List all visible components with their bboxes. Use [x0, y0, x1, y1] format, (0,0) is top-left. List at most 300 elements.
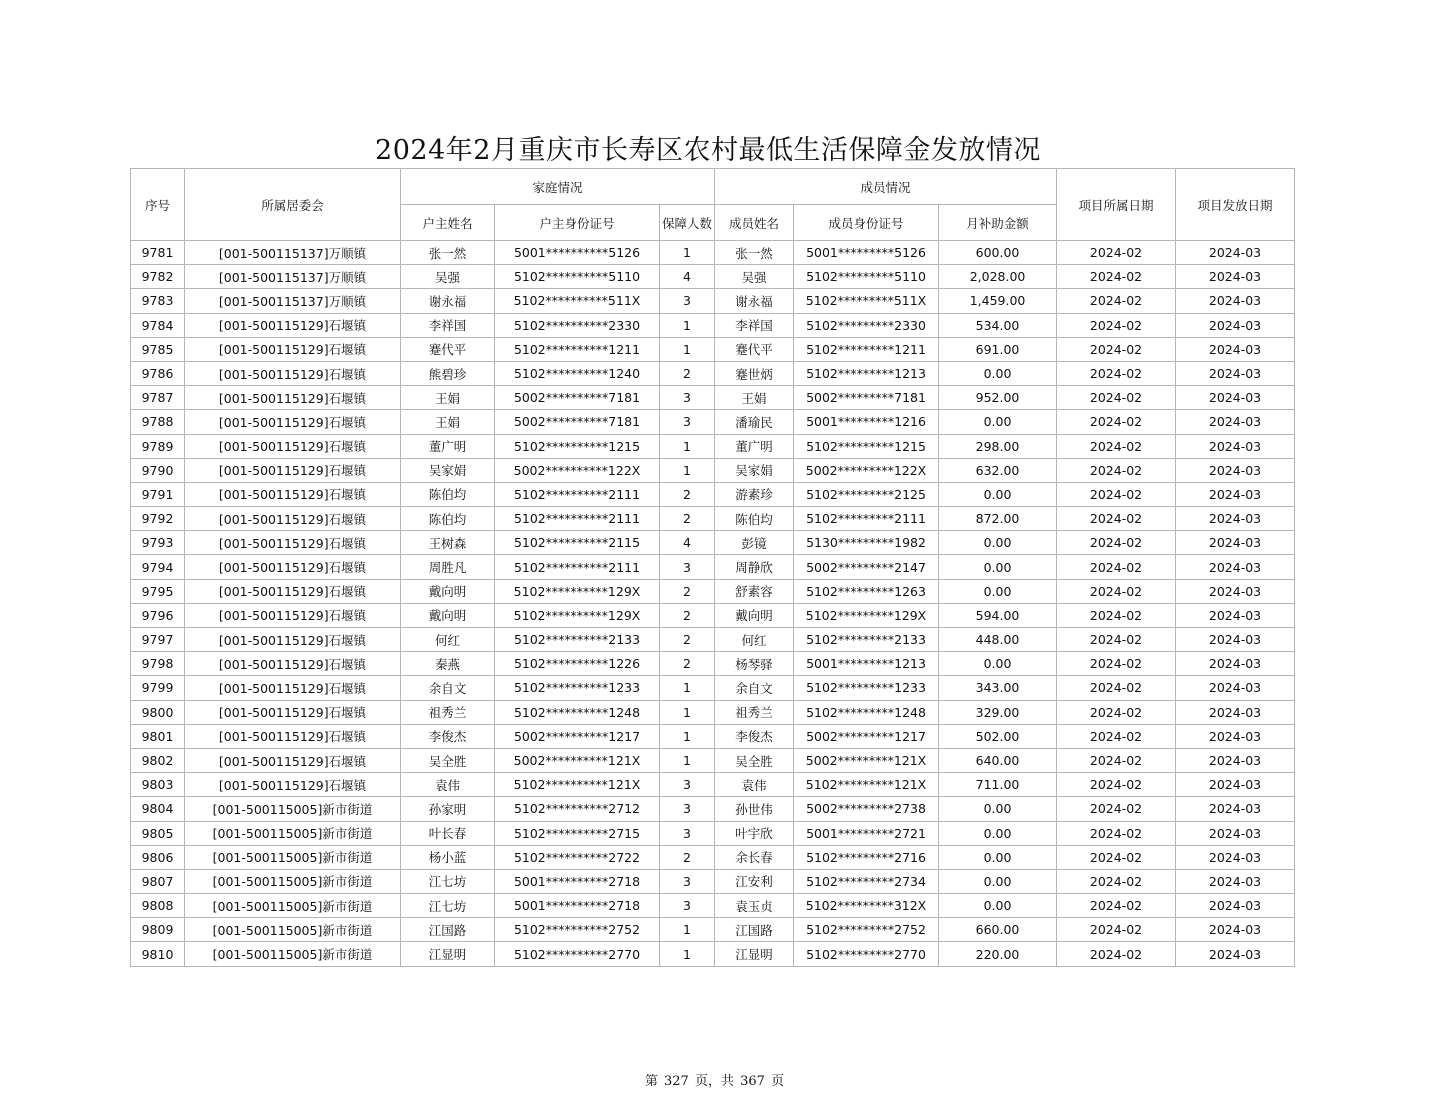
- table-row: [131, 531, 1295, 555]
- cell-committee: [001-500115129]石堰镇: [185, 386, 401, 410]
- cell-project-date: 2024-02: [1057, 265, 1176, 289]
- cell-head-name: 熊碧珍: [401, 361, 495, 385]
- cell-seq: 9782: [131, 265, 185, 289]
- cell-project-date: 2024-02: [1057, 700, 1176, 724]
- header-count: 保障人数: [660, 205, 715, 241]
- cell-issue-date: 2024-03: [1176, 434, 1295, 458]
- cell-issue-date: 2024-03: [1176, 845, 1295, 869]
- cell-amount: 600.00: [939, 241, 1057, 265]
- cell-seq: 9810: [131, 942, 185, 966]
- header-amount: 月补助金额: [939, 205, 1057, 241]
- cell-amount: 0.00: [939, 845, 1057, 869]
- table-row: [131, 869, 1295, 893]
- cell-seq: 9802: [131, 748, 185, 772]
- cell-committee: [001-500115129]石堰镇: [185, 773, 401, 797]
- cell-member-id: 5102*********2133: [794, 628, 939, 652]
- cell-count: 4: [660, 265, 715, 289]
- table-row: [131, 724, 1295, 748]
- cell-amount: 872.00: [939, 507, 1057, 531]
- header-project-date: 项目所属日期: [1057, 169, 1176, 241]
- cell-member-name: 陈伯均: [715, 507, 794, 531]
- cell-head-name: 戴向明: [401, 579, 495, 603]
- cell-member-name: 谢永福: [715, 289, 794, 313]
- cell-committee: [001-500115129]石堰镇: [185, 531, 401, 555]
- cell-head-name: 王娟: [401, 386, 495, 410]
- table-row: [131, 361, 1295, 385]
- cell-member-name: 余自文: [715, 676, 794, 700]
- cell-seq: 9790: [131, 458, 185, 482]
- cell-issue-date: 2024-03: [1176, 482, 1295, 506]
- cell-seq: 9783: [131, 289, 185, 313]
- cell-seq: 9781: [131, 241, 185, 265]
- cell-project-date: 2024-02: [1057, 289, 1176, 313]
- cell-member-id: 5102*********1233: [794, 676, 939, 700]
- cell-issue-date: 2024-03: [1176, 603, 1295, 627]
- cell-member-id: 5102*********1213: [794, 361, 939, 385]
- cell-count: 2: [660, 507, 715, 531]
- cell-head-name: 祖秀兰: [401, 700, 495, 724]
- cell-amount: 0.00: [939, 579, 1057, 603]
- cell-count: 2: [660, 652, 715, 676]
- cell-amount: 2,028.00: [939, 265, 1057, 289]
- cell-amount: 534.00: [939, 313, 1057, 337]
- cell-count: 1: [660, 241, 715, 265]
- cell-member-id: 5002*********2147: [794, 555, 939, 579]
- cell-member-name: 潘瑜民: [715, 410, 794, 434]
- table-row: [131, 676, 1295, 700]
- cell-count: 3: [660, 821, 715, 845]
- cell-head-name: 余自文: [401, 676, 495, 700]
- cell-issue-date: 2024-03: [1176, 313, 1295, 337]
- cell-member-name: 江显明: [715, 942, 794, 966]
- header-issue-date: 项目发放日期: [1176, 169, 1295, 241]
- cell-head-id: 5102**********2712: [495, 797, 660, 821]
- header-member-name: 成员姓名: [715, 205, 794, 241]
- cell-head-name: 吴强: [401, 265, 495, 289]
- cell-amount: 0.00: [939, 894, 1057, 918]
- cell-project-date: 2024-02: [1057, 579, 1176, 603]
- cell-member-id: 5102*********2125: [794, 482, 939, 506]
- cell-seq: 9792: [131, 507, 185, 531]
- cell-issue-date: 2024-03: [1176, 289, 1295, 313]
- cell-head-id: 5102**********1211: [495, 337, 660, 361]
- cell-seq: 9808: [131, 894, 185, 918]
- cell-amount: 502.00: [939, 724, 1057, 748]
- cell-project-date: 2024-02: [1057, 628, 1176, 652]
- cell-count: 1: [660, 434, 715, 458]
- cell-amount: 343.00: [939, 676, 1057, 700]
- cell-count: 3: [660, 869, 715, 893]
- table-body: [131, 241, 1295, 967]
- cell-project-date: 2024-02: [1057, 821, 1176, 845]
- cell-seq: 9793: [131, 531, 185, 555]
- cell-issue-date: 2024-03: [1176, 337, 1295, 361]
- table-row: [131, 773, 1295, 797]
- cell-member-name: 何红: [715, 628, 794, 652]
- cell-head-id: 5001**********5126: [495, 241, 660, 265]
- footer-middle: 页，共: [694, 1074, 734, 1089]
- table-row: [131, 700, 1295, 724]
- cell-seq: 9800: [131, 700, 185, 724]
- cell-count: 4: [660, 531, 715, 555]
- cell-member-id: 5102*********2734: [794, 869, 939, 893]
- cell-head-id: 5102**********1215: [495, 434, 660, 458]
- cell-count: 1: [660, 700, 715, 724]
- cell-issue-date: 2024-03: [1176, 555, 1295, 579]
- cell-head-name: 江七坊: [401, 894, 495, 918]
- cell-amount: 640.00: [939, 748, 1057, 772]
- cell-amount: 448.00: [939, 628, 1057, 652]
- cell-member-name: 江安利: [715, 869, 794, 893]
- cell-count: 1: [660, 458, 715, 482]
- table-row: [131, 797, 1295, 821]
- cell-issue-date: 2024-03: [1176, 507, 1295, 531]
- cell-member-id: 5102*********121X: [794, 773, 939, 797]
- cell-head-name: 江七坊: [401, 869, 495, 893]
- cell-project-date: 2024-02: [1057, 531, 1176, 555]
- cell-member-name: 杨琴驿: [715, 652, 794, 676]
- cell-head-name: 周胜凡: [401, 555, 495, 579]
- cell-seq: 9807: [131, 869, 185, 893]
- cell-member-name: 舒素容: [715, 579, 794, 603]
- cell-project-date: 2024-02: [1057, 507, 1176, 531]
- cell-seq: 9801: [131, 724, 185, 748]
- cell-head-id: 5102**********129X: [495, 579, 660, 603]
- cell-seq: 9799: [131, 676, 185, 700]
- cell-project-date: 2024-02: [1057, 652, 1176, 676]
- cell-issue-date: 2024-03: [1176, 869, 1295, 893]
- cell-head-name: 叶长春: [401, 821, 495, 845]
- cell-head-name: 李祥国: [401, 313, 495, 337]
- allowance-table: [130, 168, 1295, 967]
- cell-member-name: 李俊杰: [715, 724, 794, 748]
- footer-page-number: 327: [664, 1074, 689, 1089]
- cell-issue-date: 2024-03: [1176, 724, 1295, 748]
- cell-amount: 952.00: [939, 386, 1057, 410]
- cell-member-id: 5102*********1211: [794, 337, 939, 361]
- cell-project-date: 2024-02: [1057, 241, 1176, 265]
- cell-member-id: 5102*********1248: [794, 700, 939, 724]
- cell-issue-date: 2024-03: [1176, 676, 1295, 700]
- cell-seq: 9796: [131, 603, 185, 627]
- cell-head-id: 5102**********1226: [495, 652, 660, 676]
- cell-member-id: 5130*********1982: [794, 531, 939, 555]
- cell-issue-date: 2024-03: [1176, 942, 1295, 966]
- cell-seq: 9784: [131, 313, 185, 337]
- table-row: [131, 845, 1295, 869]
- cell-project-date: 2024-02: [1057, 313, 1176, 337]
- cell-committee: [001-500115129]石堰镇: [185, 676, 401, 700]
- cell-count: 1: [660, 313, 715, 337]
- cell-head-id: 5102**********1248: [495, 700, 660, 724]
- cell-head-name: 袁伟: [401, 773, 495, 797]
- cell-committee: [001-500115005]新市街道: [185, 894, 401, 918]
- cell-member-id: 5002*********1217: [794, 724, 939, 748]
- cell-member-name: 吴全胜: [715, 748, 794, 772]
- table-row: [131, 265, 1295, 289]
- table-row: [131, 894, 1295, 918]
- cell-head-id: 5102**********1233: [495, 676, 660, 700]
- cell-amount: 0.00: [939, 555, 1057, 579]
- cell-project-date: 2024-02: [1057, 386, 1176, 410]
- cell-count: 2: [660, 482, 715, 506]
- cell-member-id: 5002*********122X: [794, 458, 939, 482]
- cell-member-id: 5102*********5110: [794, 265, 939, 289]
- cell-member-name: 孙世伟: [715, 797, 794, 821]
- table-row: [131, 748, 1295, 772]
- cell-head-name: 吴家娟: [401, 458, 495, 482]
- cell-member-id: 5102*********1215: [794, 434, 939, 458]
- cell-head-id: 5102**********2752: [495, 918, 660, 942]
- header-committee: 所属居委会: [185, 169, 401, 241]
- cell-committee: [001-500115129]石堰镇: [185, 555, 401, 579]
- header-head-id: 户主身份证号: [495, 205, 660, 241]
- cell-seq: 9798: [131, 652, 185, 676]
- cell-member-id: 5102*********2111: [794, 507, 939, 531]
- table-row: [131, 603, 1295, 627]
- cell-committee: [001-500115137]万顺镇: [185, 241, 401, 265]
- table-row: [131, 410, 1295, 434]
- document-title: 2024年2月重庆市长寿区农村最低生活保障金发放情况: [375, 135, 1041, 166]
- cell-member-name: 江国路: [715, 918, 794, 942]
- cell-head-name: 张一然: [401, 241, 495, 265]
- cell-member-id: 5001*********2721: [794, 821, 939, 845]
- cell-amount: 0.00: [939, 821, 1057, 845]
- cell-amount: 0.00: [939, 482, 1057, 506]
- header-member-id: 成员身份证号: [794, 205, 939, 241]
- table-row: [131, 821, 1295, 845]
- cell-committee: [001-500115137]万顺镇: [185, 289, 401, 313]
- table-row: [131, 337, 1295, 361]
- cell-member-name: 袁伟: [715, 773, 794, 797]
- cell-head-name: 蹇代平: [401, 337, 495, 361]
- cell-head-name: 戴向明: [401, 603, 495, 627]
- cell-issue-date: 2024-03: [1176, 458, 1295, 482]
- cell-head-id: 5102**********5110: [495, 265, 660, 289]
- cell-head-id: 5002**********121X: [495, 748, 660, 772]
- page-footer: [0, 1070, 1429, 1089]
- table-row: [131, 241, 1295, 265]
- cell-member-id: 5002*********121X: [794, 748, 939, 772]
- cell-seq: 9786: [131, 361, 185, 385]
- cell-count: 1: [660, 748, 715, 772]
- cell-issue-date: 2024-03: [1176, 579, 1295, 603]
- footer-prefix: 第: [644, 1074, 658, 1089]
- table-row: [131, 434, 1295, 458]
- cell-project-date: 2024-02: [1057, 603, 1176, 627]
- cell-project-date: 2024-02: [1057, 434, 1176, 458]
- cell-head-name: 王娟: [401, 410, 495, 434]
- cell-committee: [001-500115005]新市街道: [185, 845, 401, 869]
- cell-count: 3: [660, 894, 715, 918]
- cell-seq: 9803: [131, 773, 185, 797]
- cell-count: 1: [660, 676, 715, 700]
- cell-issue-date: 2024-03: [1176, 241, 1295, 265]
- cell-issue-date: 2024-03: [1176, 748, 1295, 772]
- cell-committee: [001-500115129]石堰镇: [185, 458, 401, 482]
- cell-head-id: 5102**********1240: [495, 361, 660, 385]
- cell-amount: 220.00: [939, 942, 1057, 966]
- cell-committee: [001-500115129]石堰镇: [185, 700, 401, 724]
- cell-amount: 594.00: [939, 603, 1057, 627]
- cell-amount: 0.00: [939, 410, 1057, 434]
- cell-project-date: 2024-02: [1057, 724, 1176, 748]
- cell-committee: [001-500115005]新市街道: [185, 869, 401, 893]
- table-row: [131, 652, 1295, 676]
- cell-committee: [001-500115005]新市街道: [185, 821, 401, 845]
- cell-member-name: 王娟: [715, 386, 794, 410]
- cell-member-id: 5102*********2330: [794, 313, 939, 337]
- cell-head-id: 5102**********121X: [495, 773, 660, 797]
- table-row: [131, 628, 1295, 652]
- cell-head-id: 5102**********2115: [495, 531, 660, 555]
- cell-count: 3: [660, 289, 715, 313]
- cell-issue-date: 2024-03: [1176, 700, 1295, 724]
- cell-head-name: 孙家明: [401, 797, 495, 821]
- cell-amount: 0.00: [939, 361, 1057, 385]
- cell-head-name: 何红: [401, 628, 495, 652]
- cell-seq: 9789: [131, 434, 185, 458]
- cell-member-name: 周静欣: [715, 555, 794, 579]
- cell-head-name: 李俊杰: [401, 724, 495, 748]
- cell-project-date: 2024-02: [1057, 410, 1176, 434]
- cell-member-id: 5002*********2738: [794, 797, 939, 821]
- cell-seq: 9795: [131, 579, 185, 603]
- cell-project-date: 2024-02: [1057, 555, 1176, 579]
- cell-head-id: 5102**********129X: [495, 603, 660, 627]
- cell-member-id: 5102*********2716: [794, 845, 939, 869]
- cell-member-id: 5102*********312X: [794, 894, 939, 918]
- table-row: [131, 579, 1295, 603]
- table-row: [131, 482, 1295, 506]
- cell-head-name: 秦燕: [401, 652, 495, 676]
- cell-member-name: 董广明: [715, 434, 794, 458]
- cell-head-id: 5102**********2111: [495, 482, 660, 506]
- cell-count: 1: [660, 918, 715, 942]
- cell-issue-date: 2024-03: [1176, 918, 1295, 942]
- cell-member-name: 叶宇欣: [715, 821, 794, 845]
- cell-committee: [001-500115129]石堰镇: [185, 313, 401, 337]
- cell-seq: 9794: [131, 555, 185, 579]
- cell-amount: 711.00: [939, 773, 1057, 797]
- cell-amount: 660.00: [939, 918, 1057, 942]
- cell-member-id: 5001*********5126: [794, 241, 939, 265]
- cell-amount: 329.00: [939, 700, 1057, 724]
- cell-member-name: 袁玉贞: [715, 894, 794, 918]
- cell-head-id: 5002**********122X: [495, 458, 660, 482]
- cell-seq: 9788: [131, 410, 185, 434]
- cell-issue-date: 2024-03: [1176, 265, 1295, 289]
- cell-issue-date: 2024-03: [1176, 386, 1295, 410]
- cell-head-name: 王树森: [401, 531, 495, 555]
- cell-amount: 0.00: [939, 652, 1057, 676]
- cell-member-id: 5102*********511X: [794, 289, 939, 313]
- cell-member-name: 李祥国: [715, 313, 794, 337]
- cell-amount: 298.00: [939, 434, 1057, 458]
- cell-seq: 9805: [131, 821, 185, 845]
- table-row: [131, 555, 1295, 579]
- cell-count: 1: [660, 337, 715, 361]
- cell-member-name: 祖秀兰: [715, 700, 794, 724]
- table-row: [131, 386, 1295, 410]
- cell-project-date: 2024-02: [1057, 918, 1176, 942]
- cell-committee: [001-500115005]新市街道: [185, 942, 401, 966]
- cell-head-id: 5102**********2111: [495, 555, 660, 579]
- cell-head-name: 董广明: [401, 434, 495, 458]
- cell-count: 1: [660, 942, 715, 966]
- cell-committee: [001-500115129]石堰镇: [185, 361, 401, 385]
- header-family-group: 家庭情况: [401, 169, 715, 205]
- cell-count: 3: [660, 797, 715, 821]
- footer-suffix: 页: [771, 1074, 785, 1089]
- cell-head-id: 5102**********511X: [495, 289, 660, 313]
- cell-head-name: 吴全胜: [401, 748, 495, 772]
- cell-head-id: 5102**********2330: [495, 313, 660, 337]
- cell-member-name: 彭镜: [715, 531, 794, 555]
- cell-count: 2: [660, 845, 715, 869]
- table-row: [131, 918, 1295, 942]
- cell-head-name: 谢永福: [401, 289, 495, 313]
- table-row: [131, 942, 1295, 966]
- cell-issue-date: 2024-03: [1176, 361, 1295, 385]
- cell-committee: [001-500115129]石堰镇: [185, 482, 401, 506]
- cell-seq: 9797: [131, 628, 185, 652]
- cell-project-date: 2024-02: [1057, 773, 1176, 797]
- cell-committee: [001-500115129]石堰镇: [185, 337, 401, 361]
- header-head-name: 户主姓名: [401, 205, 495, 241]
- cell-member-id: 5102*********129X: [794, 603, 939, 627]
- cell-seq: 9791: [131, 482, 185, 506]
- cell-member-id: 5102*********2770: [794, 942, 939, 966]
- cell-issue-date: 2024-03: [1176, 821, 1295, 845]
- cell-amount: 0.00: [939, 531, 1057, 555]
- cell-member-id: 5102*********2752: [794, 918, 939, 942]
- cell-issue-date: 2024-03: [1176, 773, 1295, 797]
- cell-head-name: 江国路: [401, 918, 495, 942]
- cell-member-name: 吴家娟: [715, 458, 794, 482]
- cell-committee: [001-500115129]石堰镇: [185, 507, 401, 531]
- cell-head-id: 5002**********7181: [495, 386, 660, 410]
- cell-head-id: 5102**********2770: [495, 942, 660, 966]
- cell-head-name: 江显明: [401, 942, 495, 966]
- cell-count: 3: [660, 410, 715, 434]
- cell-head-id: 5102**********2133: [495, 628, 660, 652]
- cell-committee: [001-500115129]石堰镇: [185, 652, 401, 676]
- table-row: [131, 313, 1295, 337]
- cell-committee: [001-500115129]石堰镇: [185, 724, 401, 748]
- cell-issue-date: 2024-03: [1176, 797, 1295, 821]
- cell-project-date: 2024-02: [1057, 845, 1176, 869]
- cell-project-date: 2024-02: [1057, 361, 1176, 385]
- cell-committee: [001-500115129]石堰镇: [185, 603, 401, 627]
- cell-project-date: 2024-02: [1057, 458, 1176, 482]
- cell-issue-date: 2024-03: [1176, 628, 1295, 652]
- cell-seq: 9809: [131, 918, 185, 942]
- cell-head-id: 5002**********7181: [495, 410, 660, 434]
- cell-project-date: 2024-02: [1057, 797, 1176, 821]
- cell-amount: 0.00: [939, 797, 1057, 821]
- cell-count: 2: [660, 579, 715, 603]
- cell-committee: [001-500115005]新市街道: [185, 797, 401, 821]
- cell-head-id: 5102**********2111: [495, 507, 660, 531]
- cell-committee: [001-500115129]石堰镇: [185, 579, 401, 603]
- cell-member-id: 5001*********1213: [794, 652, 939, 676]
- table-row: [131, 507, 1295, 531]
- cell-member-name: 张一然: [715, 241, 794, 265]
- cell-seq: 9806: [131, 845, 185, 869]
- cell-project-date: 2024-02: [1057, 869, 1176, 893]
- cell-member-name: 蹇世炳: [715, 361, 794, 385]
